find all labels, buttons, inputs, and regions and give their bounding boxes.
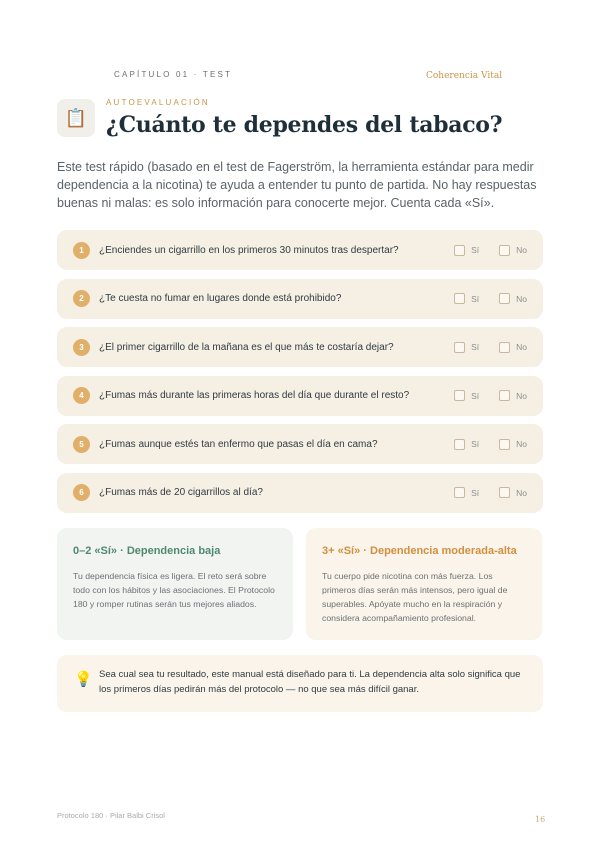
no-label: No — [516, 342, 527, 352]
question-list — [57, 230, 543, 521]
no-label: No — [516, 487, 527, 498]
no-checkbox[interactable] — [499, 293, 527, 304]
question-row — [57, 327, 543, 367]
checkbox-square[interactable] — [499, 390, 510, 401]
result-low-title: 0–2 «Sí» · Dependencia baja — [73, 545, 221, 557]
no-checkbox[interactable] — [499, 245, 527, 256]
yes-checkbox[interactable] — [454, 245, 479, 256]
checkbox-square[interactable] — [454, 390, 465, 401]
checkbox-square[interactable] — [499, 439, 510, 450]
no-checkbox[interactable] — [499, 342, 527, 353]
no-checkbox[interactable] — [499, 487, 527, 498]
checkbox-square[interactable] — [499, 293, 510, 304]
brand-name: Coherencia Vital — [426, 71, 503, 81]
lightbulb-icon: 💡 — [74, 671, 93, 688]
tip-note — [57, 655, 543, 712]
checkbox-square[interactable] — [454, 293, 465, 304]
yes-label: Sí — [471, 342, 480, 352]
footer-credit: Protocolo 180 · Pilar Balbi Crisol — [57, 811, 165, 820]
yes-label: Sí — [471, 487, 480, 498]
question-row — [57, 473, 543, 513]
page-number: 16 — [535, 815, 546, 824]
page-title: ¿Cuánto te dependes del tabaco? — [106, 112, 503, 138]
intro-paragraph: Este test rápido (basado en el test de Fagerström, la herramienta estándar para medir dependencia a la nicotina) te ayuda a entender tu punto de partida. No hay respuestas buenas ni malas: es solo información para conocerte mejor. Cuenta cada «Sí». — [57, 160, 537, 210]
result-high-title: 3+ «Sí» · Dependencia moderada-alta — [322, 545, 517, 557]
tip-text: Sea cual sea tu resultado, este manual está diseñado para ti. La dependencia alta solo significa que los primeros días pedirán más del protocolo — no que sea más difícil ganar. — [99, 669, 521, 695]
checkbox-square[interactable] — [499, 342, 510, 353]
yes-checkbox[interactable] — [454, 439, 479, 450]
no-label: No — [516, 390, 527, 401]
question-row — [57, 376, 543, 416]
yes-checkbox[interactable] — [454, 342, 479, 353]
section-eyebrow: AUTOEVALUACIÓN — [106, 98, 210, 107]
yes-label: Sí — [471, 293, 480, 304]
result-card-low — [57, 528, 293, 640]
question-row — [57, 230, 543, 270]
yes-label: Sí — [471, 439, 480, 449]
result-high-text: Tu cuerpo pide nicotina con más fuerza. Los primeros días serán más intensos, pero igual de superables. Apóyate mucho en la respiración y considera acompañamiento profesional. — [322, 571, 508, 623]
no-label: No — [516, 439, 527, 449]
question-text: ¿Fumas aunque estés tan enfermo que pasas el día en cama? — [99, 438, 378, 450]
chapter-label: CAPÍTULO 01 · TEST — [114, 70, 233, 79]
checkbox-square[interactable] — [454, 342, 465, 353]
yes-label: Sí — [471, 390, 480, 401]
question-text: ¿Fumas más durante las primeras horas del día que durante el resto? — [99, 390, 410, 401]
checkbox-square[interactable] — [499, 245, 510, 256]
no-label: No — [516, 293, 527, 304]
checkbox-square[interactable] — [454, 245, 465, 256]
result-card-high — [306, 528, 542, 640]
question-number: 1 — [73, 242, 90, 259]
yes-label: Sí — [471, 245, 480, 255]
question-number: 3 — [73, 339, 90, 356]
no-checkbox[interactable] — [499, 390, 527, 401]
checkbox-square[interactable] — [454, 487, 465, 498]
result-low-text: Tu dependencia física es ligera. El reto será sobre todo con los hábitos y las asociaciones. El Protocolo 180 y romper rutinas serán tus mejores aliados. — [73, 571, 275, 609]
question-number: 2 — [73, 290, 90, 307]
question-text: ¿Enciendes un cigarrillo en los primeros 30 minutos tras despertar? — [99, 244, 399, 256]
checkbox-square[interactable] — [499, 487, 510, 498]
yes-checkbox[interactable] — [454, 390, 479, 401]
question-text: ¿El primer cigarrillo de la mañana es el que más te costaría dejar? — [99, 341, 394, 353]
question-row — [57, 279, 543, 319]
question-text: ¿Fumas más de 20 cigarrillos al día? — [99, 487, 263, 498]
question-row — [57, 424, 543, 464]
question-text: ¿Te cuesta no fumar en lugares donde está prohibido? — [99, 293, 342, 304]
question-number: 4 — [73, 387, 90, 404]
no-label: No — [516, 245, 527, 255]
no-checkbox[interactable] — [499, 439, 527, 450]
yes-checkbox[interactable] — [454, 293, 479, 304]
clipboard-icon: 📋 — [57, 99, 95, 137]
checkbox-square[interactable] — [454, 439, 465, 450]
yes-checkbox[interactable] — [454, 487, 479, 498]
question-number: 5 — [73, 436, 90, 453]
question-number: 6 — [73, 484, 90, 501]
